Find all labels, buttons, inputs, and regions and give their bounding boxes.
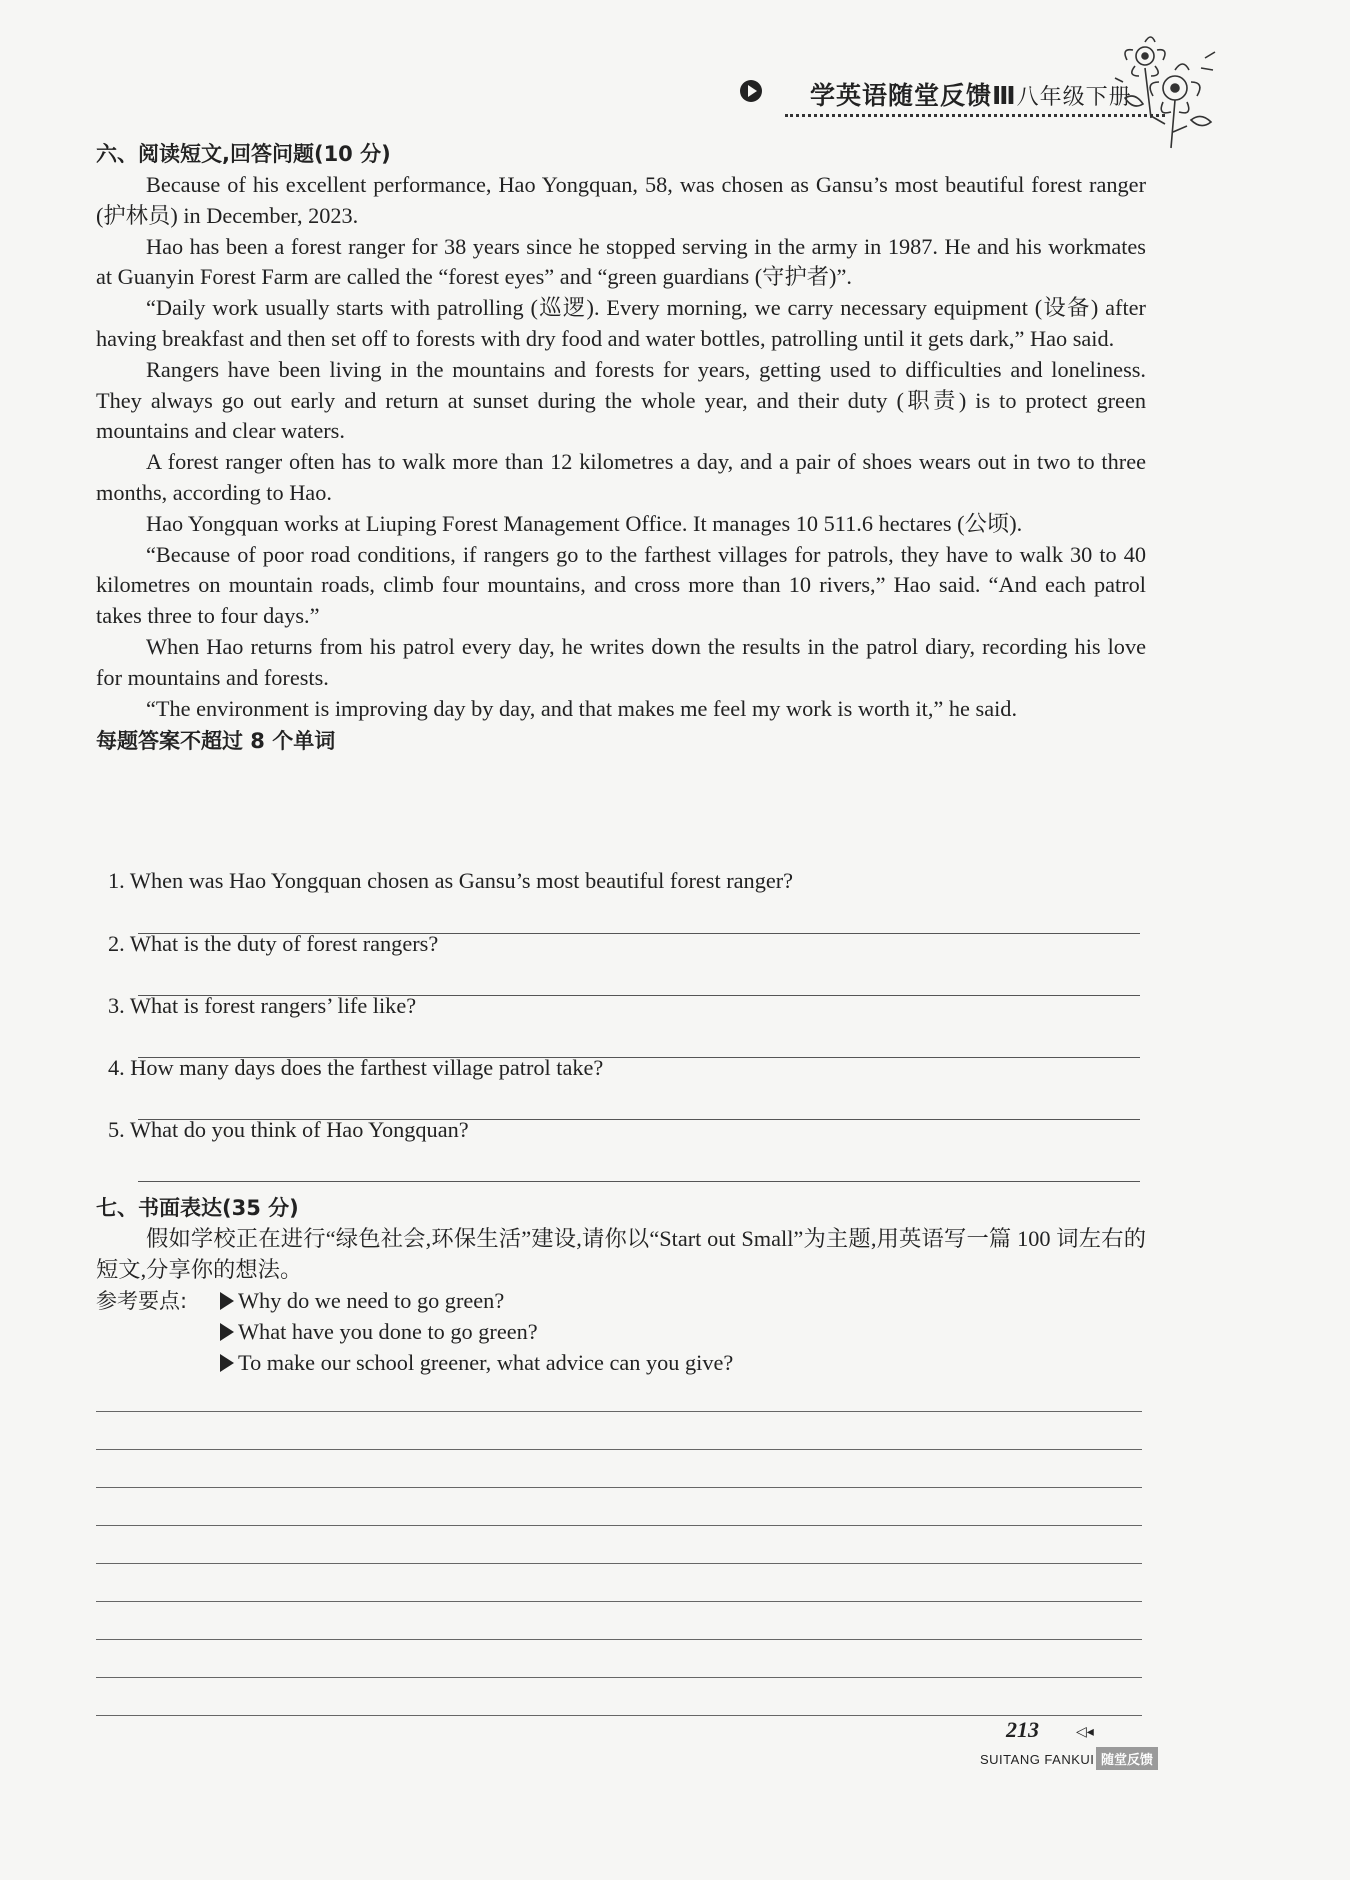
tip-item: Why do we need to go green? [220,1286,504,1317]
tips-label: 参考要点: [96,1289,188,1313]
answer-length-note: 每题答案不超过 8 个单词 [96,729,336,754]
writing-line[interactable] [96,1639,1142,1640]
page-number: 213 [1006,1717,1039,1742]
question-3: 3. What is forest rangers’ life like? [108,993,417,1018]
play-icon [740,80,762,102]
header-title: 学英语随堂反馈Ⅲ八年级下册 [810,81,1132,110]
question-1: 1. When was Hao Yongquan chosen as Gansu’s most beautiful forest ranger? [108,868,794,893]
passage-paragraph: When Hao returns from his patrol every day, he writes down the results in the patrol diary, recording his love for mountains and forests. [96,633,1146,690]
passage-paragraph: “Daily work usually starts with patrolling (巡逻). Every morning, we carry necessary equipment (设备) after having breakfast and then set off to forests with dry food and water bottles, patrolling until it gets dark,” Hao said. [96,295,1146,351]
section-7-title: 七、书面表达(35 分) [96,1196,299,1220]
writing-line[interactable] [96,1677,1142,1678]
writing-prompt: 假如学校正在进行“绿色社会,环保生活”建设,请你以“Start out Small”为主题,用英语写一篇 100 词左右的短文,分享你的想法。 [96,1226,1146,1282]
passage-paragraph: Hao Yongquan works at Liuping Forest Management Office. It manages 10 511.6 hectares (公顷). [146,510,1023,536]
triangle-bullet-icon [220,1292,234,1310]
passage-paragraph: “Because of poor road conditions, if rangers go to the farthest villages for patrols, they have to walk 30 to 40 kilometres on mountain roads, climb four mountains, and cross more than 10 rivers,” Hao said. “And each patrol takes three to four days.” [96,541,1146,629]
writing-line[interactable] [96,1525,1142,1526]
passage-paragraph: Hao has been a forest ranger for 38 years since he stopped serving in the army in 1987. He and his workmates at Guanyin Forest Farm are called the “forest eyes” and “green guardians (守护者)”. [96,233,1146,290]
answer-line-5[interactable] [138,1181,1140,1182]
writing-line[interactable] [96,1601,1142,1602]
footer-brand-en: SUITANG FANKUI [980,1752,1095,1767]
passage-paragraph: Because of his excellent performance, Hao Yongquan, 58, was chosen as Gansu’s most beautiful forest ranger (护林员) in December, 2023. [96,172,1146,228]
footer-brand-cn: 随堂反馈 [1096,1747,1158,1770]
passage-paragraph: “The environment is improving day by day, and that makes me feel my work is worth it,” he said. [146,695,1018,721]
tip-item: To make our school greener, what advice can you give? [220,1348,733,1379]
question-5: 5. What do you think of Hao Yongquan? [108,1117,469,1142]
question-2: 2. What is the duty of forest rangers? [108,931,439,956]
tip-item: What have you done to go green? [220,1317,538,1348]
reading-section [96,138,1146,756]
passage-paragraph: Rangers have been living in the mountains and forests for years, getting used to difficulties and loneliness. They always go out early and return at sunset during the whole year, and their duty (职责) is to protect green mountains and clear waters. [96,356,1146,444]
question-4: 4. How many days does the farthest village patrol take? [108,1055,604,1080]
triangle-bullet-icon [220,1323,234,1341]
page-header [740,76,1160,136]
passage-paragraph: A forest ranger often has to walk more than 12 kilometres a day, and a pair of shoes wears out in two to three months, according to Hao. [96,449,1146,505]
writing-line[interactable] [96,1487,1142,1488]
writing-line[interactable] [96,1411,1142,1412]
section-6-title: 六、阅读短文,回答问题(10 分) [96,142,391,166]
writing-section [96,1192,1146,1286]
writing-line[interactable] [96,1715,1142,1716]
page-arrow-icon: ◁◂ [1076,1724,1094,1740]
writing-line[interactable] [96,1449,1142,1450]
writing-line[interactable] [96,1563,1142,1564]
triangle-bullet-icon [220,1354,234,1372]
